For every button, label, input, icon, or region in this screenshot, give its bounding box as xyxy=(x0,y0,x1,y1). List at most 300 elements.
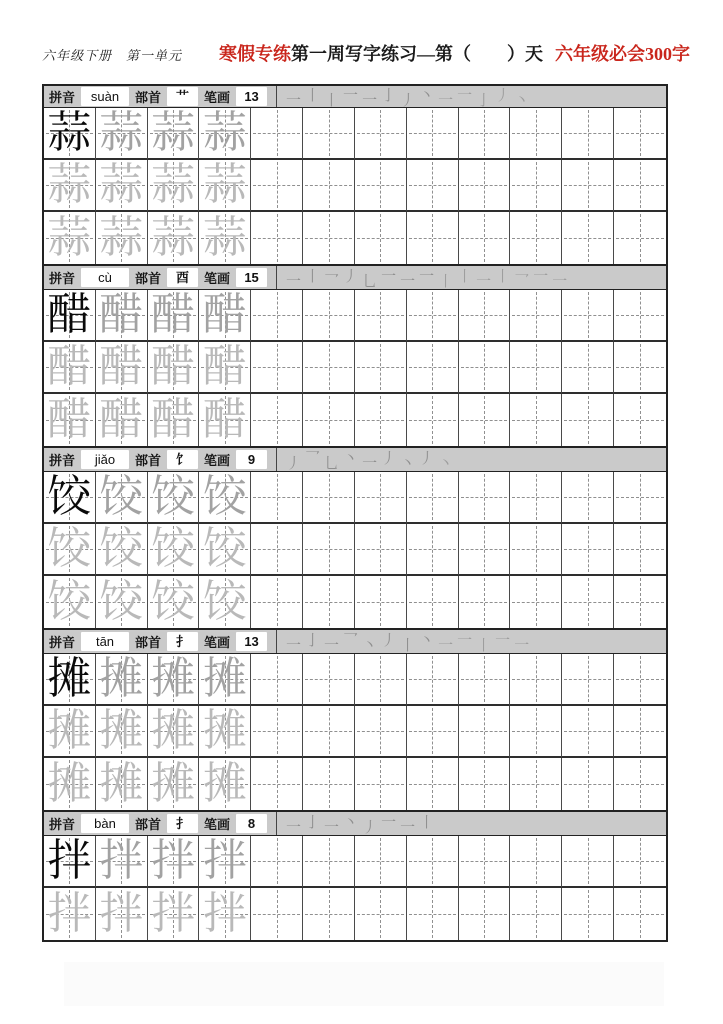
practice-cell xyxy=(459,706,511,758)
practice-cell xyxy=(44,108,96,160)
trace-character: 蒜 xyxy=(47,213,92,262)
practice-cell xyxy=(303,212,355,264)
trace-character: 拌 xyxy=(151,836,196,885)
info-bar xyxy=(42,812,668,836)
info-bar xyxy=(42,448,668,472)
character-section xyxy=(42,812,668,942)
practice-cell xyxy=(44,524,96,576)
stroke-step: 丿 xyxy=(419,451,435,467)
trace-character: 饺 xyxy=(99,577,144,626)
practice-cell xyxy=(96,108,148,160)
practice-cell xyxy=(44,888,96,940)
practice-cell xyxy=(44,706,96,758)
practice-cell xyxy=(44,836,96,888)
practice-cell xyxy=(562,290,614,342)
stroke-step: 乚 xyxy=(362,274,378,288)
practice-cell xyxy=(199,706,251,758)
practice-cell xyxy=(510,836,562,888)
trace-character: 饺 xyxy=(151,577,196,626)
practice-cell xyxy=(407,836,459,888)
strokes-value: 13 xyxy=(236,632,267,651)
practice-cell xyxy=(510,290,562,342)
info-bar xyxy=(42,84,668,108)
page-title xyxy=(219,40,690,66)
trace-character: 蒜 xyxy=(99,108,144,157)
stroke-step: 丿 xyxy=(381,451,397,467)
practice-cell xyxy=(459,290,511,342)
practice-cell xyxy=(96,706,148,758)
stroke-step: 亅 xyxy=(476,93,492,107)
practice-cell xyxy=(614,654,666,706)
practice-cell xyxy=(407,706,459,758)
practice-cell xyxy=(148,758,200,810)
trace-character: 饺 xyxy=(151,472,196,521)
strokes-value: 13 xyxy=(236,87,267,106)
info-bar xyxy=(42,630,668,654)
trace-character: 醋 xyxy=(99,395,144,444)
practice-cell xyxy=(303,836,355,888)
practice-cell xyxy=(355,888,407,940)
model-character: 醋 xyxy=(47,290,92,339)
stroke-step: 丨 xyxy=(324,93,340,107)
practice-cell xyxy=(562,888,614,940)
practice-cell xyxy=(251,576,303,628)
practice-cell xyxy=(303,888,355,940)
stroke-step: 亅 xyxy=(381,88,397,104)
trace-character: 蒜 xyxy=(99,160,144,209)
practice-cell xyxy=(303,108,355,160)
trace-character: 饺 xyxy=(202,524,247,573)
practice-cell xyxy=(355,654,407,706)
practice-cell xyxy=(96,290,148,342)
stroke-step: 丨 xyxy=(438,274,454,288)
practice-cell xyxy=(407,212,459,264)
practice-cell xyxy=(407,472,459,524)
practice-cell xyxy=(614,888,666,940)
practice-cell xyxy=(148,836,200,888)
stroke-step: 一 xyxy=(552,274,568,288)
practice-cell xyxy=(148,160,200,212)
practice-cell xyxy=(510,654,562,706)
trace-character: 拌 xyxy=(151,889,196,938)
practice-cell xyxy=(510,160,562,212)
practice-cell xyxy=(407,394,459,446)
stroke-step: 丶 xyxy=(419,88,435,104)
practice-cell xyxy=(303,394,355,446)
radical-label: 部首 xyxy=(135,635,162,650)
stroke-step: 乛 xyxy=(305,451,321,467)
practice-cell xyxy=(614,342,666,394)
practice-cell xyxy=(303,160,355,212)
practice-cell xyxy=(251,836,303,888)
stroke-step: 一 xyxy=(400,820,416,834)
practice-cell xyxy=(199,342,251,394)
stroke-step: 丿 xyxy=(381,633,397,649)
stroke-step: 丿 xyxy=(343,269,359,285)
stroke-step: 一 xyxy=(419,269,435,285)
stroke-step: 一 xyxy=(286,638,302,652)
practice-cell xyxy=(562,342,614,394)
practice-cell xyxy=(355,836,407,888)
stroke-step: 丶 xyxy=(343,451,359,467)
practice-cell xyxy=(44,758,96,810)
practice-cell xyxy=(407,108,459,160)
practice-cell xyxy=(355,706,407,758)
trace-character: 拌 xyxy=(202,889,247,938)
practice-cell xyxy=(355,342,407,394)
stroke-step: 丿 xyxy=(400,93,416,107)
pinyin-label: 拼音 xyxy=(49,271,76,286)
stroke-step: 亅 xyxy=(305,633,321,649)
practice-cell xyxy=(303,342,355,394)
practice-cell xyxy=(251,108,303,160)
practice-cell xyxy=(96,342,148,394)
practice-cell xyxy=(96,212,148,264)
practice-cell xyxy=(303,576,355,628)
stroke-step: 一 xyxy=(324,820,340,834)
stroke-step: 一 xyxy=(286,274,302,288)
title-red-prefix: 寒假专练 xyxy=(219,44,291,64)
trace-character: 拌 xyxy=(47,889,92,938)
trace-character: 蒜 xyxy=(202,213,247,262)
model-character: 摊 xyxy=(47,654,92,703)
stroke-step: 丶 xyxy=(438,456,454,470)
pinyin-label: 拼音 xyxy=(49,90,76,105)
practice-cell xyxy=(96,576,148,628)
practice-cell xyxy=(510,706,562,758)
practice-cell xyxy=(407,888,459,940)
practice-cell xyxy=(614,212,666,264)
practice-grid xyxy=(42,108,668,266)
trace-character: 醋 xyxy=(47,395,92,444)
stroke-step: 一 xyxy=(286,820,302,834)
info-bar-labels xyxy=(44,448,277,471)
practice-cell xyxy=(303,290,355,342)
practice-cell xyxy=(199,654,251,706)
practice-grid xyxy=(42,290,668,448)
stroke-step: 乛 xyxy=(343,633,359,649)
strokes-label: 笔画 xyxy=(204,90,231,105)
stroke-step: 丨 xyxy=(476,638,492,652)
stroke-step: 乚 xyxy=(324,456,340,470)
practice-cell xyxy=(199,576,251,628)
practice-cell xyxy=(510,888,562,940)
stroke-step: 丨 xyxy=(305,269,321,285)
practice-cell xyxy=(355,758,407,810)
info-bar xyxy=(42,266,668,290)
practice-cell xyxy=(251,212,303,264)
practice-cell xyxy=(355,472,407,524)
strokes-value: 9 xyxy=(236,450,267,469)
trace-character: 摊 xyxy=(202,759,247,808)
stroke-step: 一 xyxy=(286,93,302,107)
practice-cell xyxy=(407,576,459,628)
practice-cell xyxy=(44,472,96,524)
stroke-step: 丿 xyxy=(495,88,511,104)
stroke-step: 丨 xyxy=(305,88,321,104)
practice-cell xyxy=(96,394,148,446)
practice-cell xyxy=(96,654,148,706)
practice-cell xyxy=(510,394,562,446)
stroke-step: 一 xyxy=(324,638,340,652)
trace-character: 摊 xyxy=(47,759,92,808)
practice-cell xyxy=(355,108,407,160)
practice-cell xyxy=(251,888,303,940)
practice-cell xyxy=(510,576,562,628)
practice-cell xyxy=(199,394,251,446)
sections xyxy=(42,84,668,942)
practice-cell xyxy=(148,212,200,264)
practice-cell xyxy=(199,290,251,342)
info-bar-labels xyxy=(44,266,277,289)
practice-cell xyxy=(96,888,148,940)
trace-character: 饺 xyxy=(202,577,247,626)
radical-value: 艹 xyxy=(167,87,198,106)
practice-cell xyxy=(562,524,614,576)
info-bar-labels xyxy=(44,630,277,653)
stroke-order-diagram xyxy=(277,813,666,834)
practice-cell xyxy=(459,394,511,446)
trace-character: 醋 xyxy=(202,342,247,391)
practice-cell xyxy=(510,342,562,394)
practice-cell xyxy=(148,472,200,524)
practice-cell xyxy=(562,758,614,810)
practice-cell xyxy=(303,758,355,810)
stroke-order-diagram xyxy=(277,86,666,107)
radical-value: 扌 xyxy=(167,814,198,833)
practice-cell xyxy=(459,654,511,706)
stroke-step: 一 xyxy=(476,274,492,288)
pinyin-value: suàn xyxy=(81,87,129,106)
pinyin-value: tān xyxy=(81,632,129,651)
practice-cell xyxy=(407,654,459,706)
practice-cell xyxy=(510,758,562,810)
practice-cell xyxy=(562,212,614,264)
practice-cell xyxy=(44,654,96,706)
stroke-step: 丨 xyxy=(419,815,435,831)
practice-cell xyxy=(562,160,614,212)
practice-cell xyxy=(251,394,303,446)
practice-cell xyxy=(614,160,666,212)
practice-cell xyxy=(614,706,666,758)
stroke-step: 一 xyxy=(400,274,416,288)
stroke-step: 丨 xyxy=(400,638,416,652)
strokes-value: 8 xyxy=(236,814,267,833)
practice-cell xyxy=(44,160,96,212)
practice-cell xyxy=(199,472,251,524)
practice-cell xyxy=(251,342,303,394)
practice-cell xyxy=(148,342,200,394)
stroke-step: 丿 xyxy=(362,820,378,834)
character-section xyxy=(42,84,668,266)
practice-cell xyxy=(459,342,511,394)
footer-band xyxy=(64,962,664,1006)
practice-cell xyxy=(614,758,666,810)
practice-cell xyxy=(148,654,200,706)
practice-cell xyxy=(148,108,200,160)
practice-cell xyxy=(96,836,148,888)
trace-character: 饺 xyxy=(151,524,196,573)
stroke-order-diagram xyxy=(277,631,666,652)
title-red-suffix: 六年级必会300字 xyxy=(555,44,690,64)
practice-cell xyxy=(355,394,407,446)
stroke-step: 一 xyxy=(533,269,549,285)
practice-cell xyxy=(614,394,666,446)
trace-character: 醋 xyxy=(47,342,92,391)
trace-character: 饺 xyxy=(202,472,247,521)
practice-cell xyxy=(199,160,251,212)
trace-character: 摊 xyxy=(99,759,144,808)
pinyin-value: bàn xyxy=(81,814,129,833)
practice-cell xyxy=(355,576,407,628)
practice-cell xyxy=(303,654,355,706)
practice-cell xyxy=(199,758,251,810)
practice-grid xyxy=(42,836,668,942)
practice-cell xyxy=(459,758,511,810)
stroke-step: 乛 xyxy=(324,274,340,288)
trace-character: 醋 xyxy=(202,290,247,339)
trace-character: 摊 xyxy=(151,654,196,703)
stroke-step: 丨 xyxy=(457,269,473,285)
practice-cell xyxy=(148,888,200,940)
trace-character: 饺 xyxy=(99,524,144,573)
radical-label: 部首 xyxy=(135,817,162,832)
practice-cell xyxy=(44,576,96,628)
practice-cell xyxy=(459,160,511,212)
trace-character: 拌 xyxy=(202,836,247,885)
practice-cell xyxy=(562,472,614,524)
practice-cell xyxy=(251,524,303,576)
practice-cell xyxy=(407,160,459,212)
radical-value: 酉 xyxy=(167,268,198,287)
practice-cell xyxy=(510,212,562,264)
practice-cell xyxy=(199,108,251,160)
practice-cell xyxy=(96,472,148,524)
practice-cell xyxy=(614,472,666,524)
practice-cell xyxy=(96,160,148,212)
trace-character: 拌 xyxy=(99,836,144,885)
practice-cell xyxy=(459,472,511,524)
practice-cell xyxy=(407,290,459,342)
trace-character: 摊 xyxy=(99,706,144,755)
character-section xyxy=(42,630,668,812)
practice-cell xyxy=(44,290,96,342)
character-section xyxy=(42,266,668,448)
practice-cell xyxy=(614,576,666,628)
practice-cell xyxy=(614,524,666,576)
practice-cell xyxy=(355,212,407,264)
stroke-step: 一 xyxy=(457,88,473,104)
practice-cell xyxy=(251,160,303,212)
trace-character: 蒜 xyxy=(99,213,144,262)
practice-cell xyxy=(459,836,511,888)
practice-cell xyxy=(562,394,614,446)
practice-cell xyxy=(148,290,200,342)
practice-cell xyxy=(96,758,148,810)
practice-cell xyxy=(148,394,200,446)
practice-cell xyxy=(44,394,96,446)
stroke-step: 丨 xyxy=(495,269,511,285)
stroke-step: 一 xyxy=(381,815,397,831)
practice-cell xyxy=(562,108,614,160)
radical-label: 部首 xyxy=(135,453,162,468)
practice-cell xyxy=(510,108,562,160)
page-header xyxy=(42,40,690,66)
stroke-step: 一 xyxy=(362,456,378,470)
practice-cell xyxy=(562,706,614,758)
strokes-label: 笔画 xyxy=(204,817,231,832)
practice-cell xyxy=(148,576,200,628)
trace-character: 醋 xyxy=(202,395,247,444)
practice-cell xyxy=(614,290,666,342)
practice-cell xyxy=(303,706,355,758)
practice-cell xyxy=(44,342,96,394)
practice-cell xyxy=(251,472,303,524)
practice-cell xyxy=(251,654,303,706)
trace-character: 蒜 xyxy=(202,108,247,157)
stroke-step: 乛 xyxy=(514,274,530,288)
practice-cell xyxy=(199,888,251,940)
unit-label: 六年级下册 第一单元 xyxy=(42,48,183,63)
trace-character: 饺 xyxy=(47,524,92,573)
stroke-step: 一 xyxy=(438,93,454,107)
trace-character: 蒜 xyxy=(151,213,196,262)
trace-character: 醋 xyxy=(151,395,196,444)
stroke-step: 一 xyxy=(381,269,397,285)
stroke-step: 一 xyxy=(495,633,511,649)
radical-label: 部首 xyxy=(135,271,162,286)
stroke-step: 丶 xyxy=(362,638,378,652)
practice-cell xyxy=(199,212,251,264)
trace-character: 饺 xyxy=(47,577,92,626)
pinyin-value: jiǎo xyxy=(81,450,129,469)
trace-character: 醋 xyxy=(151,342,196,391)
trace-character: 拌 xyxy=(99,889,144,938)
practice-cell xyxy=(614,108,666,160)
stroke-order-diagram xyxy=(277,267,666,288)
trace-character: 摊 xyxy=(99,654,144,703)
trace-character: 醋 xyxy=(99,342,144,391)
trace-character: 蒜 xyxy=(151,108,196,157)
trace-character: 醋 xyxy=(151,290,196,339)
practice-cell xyxy=(407,342,459,394)
practice-cell xyxy=(355,290,407,342)
stroke-step: 一 xyxy=(362,93,378,107)
stroke-step: 丶 xyxy=(400,456,416,470)
radical-value: 扌 xyxy=(167,632,198,651)
practice-cell xyxy=(303,524,355,576)
practice-cell xyxy=(459,888,511,940)
trace-character: 摊 xyxy=(202,706,247,755)
stroke-step: 一 xyxy=(438,638,454,652)
trace-character: 蒜 xyxy=(202,160,247,209)
trace-character: 饺 xyxy=(99,472,144,521)
strokes-label: 笔画 xyxy=(204,635,231,650)
practice-cell xyxy=(355,160,407,212)
trace-character: 摊 xyxy=(151,759,196,808)
pinyin-label: 拼音 xyxy=(49,817,76,832)
trace-character: 摊 xyxy=(202,654,247,703)
practice-cell xyxy=(562,654,614,706)
practice-cell xyxy=(355,524,407,576)
stroke-order-diagram xyxy=(277,449,666,470)
radical-value: 饣 xyxy=(167,450,198,469)
practice-grid xyxy=(42,472,668,630)
practice-cell xyxy=(510,524,562,576)
stroke-step: 丿 xyxy=(286,456,302,470)
model-character: 饺 xyxy=(47,472,92,521)
practice-cell xyxy=(459,524,511,576)
